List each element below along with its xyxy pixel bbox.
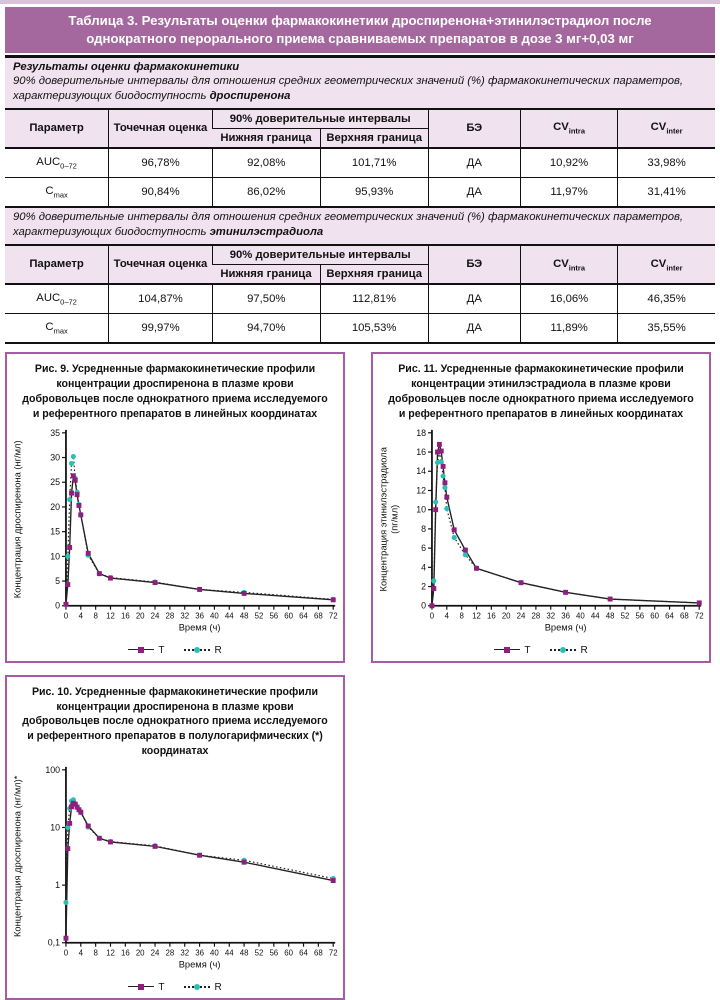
figure-panel-9 xyxy=(5,352,345,662)
svg-text:64: 64 xyxy=(299,611,308,621)
col-header-be: БЭ xyxy=(428,109,520,148)
cv-inter-sub: inter xyxy=(666,262,683,272)
svg-text:68: 68 xyxy=(313,611,323,621)
svg-text:48: 48 xyxy=(239,948,249,958)
svg-text:10: 10 xyxy=(416,504,427,515)
r-circle-marker-icon xyxy=(194,647,200,653)
cell-param: $AUC_{0-72}$ xyxy=(5,284,109,314)
svg-text:24: 24 xyxy=(150,611,160,621)
svg-text:Концентрация дроспиренона (нг/: Концентрация дроспиренона (нг/мл) xyxy=(12,440,23,598)
cell-cv-intra: 16,06% xyxy=(520,284,617,314)
cell-be: ДА xyxy=(428,148,520,178)
svg-text:14: 14 xyxy=(416,465,427,476)
cell-point: 96,78% xyxy=(109,148,213,178)
svg-text:44: 44 xyxy=(590,611,600,621)
legend-item-t xyxy=(128,982,164,993)
svg-text:68: 68 xyxy=(679,611,689,621)
cell-cv-inter: 31,41% xyxy=(618,178,715,208)
svg-text:Концентрация этинилэстрадиола: Концентрация этинилэстрадиола xyxy=(378,446,389,592)
cell-point: 99,97% xyxy=(109,314,213,344)
legend-label-t: T xyxy=(524,644,531,656)
svg-text:0: 0 xyxy=(421,600,427,611)
svg-text:60: 60 xyxy=(650,611,660,621)
cell-lower: 92,08% xyxy=(212,148,320,178)
cell-lower: 97,50% xyxy=(212,284,320,314)
svg-text:32: 32 xyxy=(546,611,556,621)
svg-text:10: 10 xyxy=(50,551,61,562)
svg-text:8: 8 xyxy=(93,611,98,621)
r-circle-marker-icon xyxy=(194,984,200,990)
svg-text:24: 24 xyxy=(516,611,526,621)
r-circle-marker-icon xyxy=(560,647,566,653)
cell-lower: 86,02% xyxy=(212,178,320,208)
svg-text:16: 16 xyxy=(120,611,130,621)
svg-text:18: 18 xyxy=(416,427,427,438)
svg-text:72: 72 xyxy=(328,948,338,958)
pk-table-ethinylestradiol xyxy=(5,244,715,345)
svg-text:40: 40 xyxy=(210,611,219,621)
col-header-ci-lower: Нижняя граница xyxy=(212,264,320,284)
section-2-note-drug: этинилэстрадиола xyxy=(209,226,324,239)
svg-text:25: 25 xyxy=(50,476,61,487)
section-1-note-text: 90% доверительные интервалы для отношения средних геометрических значений (%) фармакокинетических параметров, характеризующих биодоступность xyxy=(13,75,684,102)
cell-cv-inter: 35,55% xyxy=(618,314,715,344)
col-header-cv-inter xyxy=(618,109,715,148)
legend-label-t: T xyxy=(158,644,165,656)
svg-text:64: 64 xyxy=(299,948,308,958)
figure-9-legend xyxy=(9,645,341,659)
cell-param: $C_{max}$ xyxy=(5,314,109,344)
svg-text:5: 5 xyxy=(55,575,61,586)
cell-cv-inter: 33,98% xyxy=(618,148,715,178)
svg-text:0: 0 xyxy=(429,611,435,621)
cell-lower: 94,70% xyxy=(212,314,320,344)
svg-text:44: 44 xyxy=(224,611,234,621)
cv-intra-sub: intra xyxy=(568,126,586,136)
col-header-cv-intra xyxy=(520,109,617,148)
svg-text:35: 35 xyxy=(50,427,61,438)
cell-upper: 105,53% xyxy=(320,314,428,344)
results-section-header xyxy=(5,55,715,108)
svg-text:4: 4 xyxy=(444,611,449,621)
t-square-marker-icon xyxy=(138,984,144,990)
svg-text:48: 48 xyxy=(605,611,615,621)
figure-10-chart xyxy=(9,760,343,986)
svg-text:20: 20 xyxy=(501,611,511,621)
figures-grid xyxy=(5,352,715,999)
figure-10-legend xyxy=(9,982,341,996)
svg-text:72: 72 xyxy=(694,611,704,621)
figure-panel-10 xyxy=(5,675,345,1000)
svg-text:44: 44 xyxy=(224,948,234,958)
cv-base: CV xyxy=(553,121,569,134)
svg-text:4: 4 xyxy=(421,562,427,573)
col-header-cv-inter xyxy=(618,245,715,284)
figure-9-chart xyxy=(9,423,343,649)
cv-base: CV xyxy=(553,257,569,270)
cell-cv-intra: 10,92% xyxy=(520,148,617,178)
figure-11-title: Рис. 11. Усредненные фармакокинетические профили концентрации этинилэстрадиола в плазме крови добровольцев после однократного приема исследуемого и референтного препаратов в линейных координатах xyxy=(388,363,694,420)
table-row xyxy=(5,284,715,314)
figure-11-chart xyxy=(375,423,709,649)
section-2-header xyxy=(5,208,715,243)
r-line-sample-icon xyxy=(550,647,576,654)
col-header-point: Точечная оценка xyxy=(109,245,213,284)
svg-text:10: 10 xyxy=(50,822,61,833)
legend-item-r xyxy=(184,645,221,656)
svg-text:Время (ч): Время (ч) xyxy=(178,622,221,633)
svg-text:Время (ч): Время (ч) xyxy=(544,622,587,633)
svg-text:12: 12 xyxy=(106,948,115,958)
svg-text:0,1: 0,1 xyxy=(47,937,61,948)
cell-upper: 101,71% xyxy=(320,148,428,178)
section-1-note-drug: дроспиренона xyxy=(209,89,291,102)
cell-upper: 95,93% xyxy=(320,178,428,208)
svg-text:4: 4 xyxy=(78,948,83,958)
figure-panel-11 xyxy=(371,352,711,662)
svg-text:68: 68 xyxy=(313,948,323,958)
cell-cv-intra: 11,97% xyxy=(520,178,617,208)
svg-text:28: 28 xyxy=(165,948,175,958)
svg-text:48: 48 xyxy=(239,611,249,621)
table-row xyxy=(5,148,715,178)
svg-text:20: 20 xyxy=(135,948,145,958)
figure-10-title: Рис. 10. Усредненные фармакокинетические профили концентрации дроспиренона в плазме крови добровольцев после однократного приема исследуемого и референтного препаратов в полулогарифмических (*) координатах xyxy=(22,685,328,758)
svg-text:16: 16 xyxy=(486,611,496,621)
svg-text:24: 24 xyxy=(150,948,160,958)
cell-cv-inter: 46,35% xyxy=(618,284,715,314)
table-row xyxy=(5,314,715,344)
t-square-marker-icon xyxy=(504,647,510,653)
col-header-be: БЭ xyxy=(428,245,520,284)
svg-text:100: 100 xyxy=(45,764,61,775)
col-header-cv-intra xyxy=(520,245,617,284)
svg-text:1: 1 xyxy=(55,879,61,890)
figure-11-legend xyxy=(375,645,707,659)
svg-text:12: 12 xyxy=(106,611,115,621)
svg-text:16: 16 xyxy=(120,948,130,958)
legend-label-r: R xyxy=(214,981,222,993)
col-header-param: Параметр xyxy=(5,109,109,148)
svg-text:60: 60 xyxy=(284,611,294,621)
svg-text:64: 64 xyxy=(665,611,674,621)
svg-text:8: 8 xyxy=(459,611,464,621)
cell-point: 90,84% xyxy=(109,178,213,208)
col-header-ci-upper: Верхняя граница xyxy=(320,128,428,148)
legend-item-r xyxy=(550,645,587,656)
svg-text:16: 16 xyxy=(416,446,427,457)
page-top-border xyxy=(0,0,720,4)
cv-base: CV xyxy=(650,121,667,134)
legend-item-t xyxy=(128,645,164,656)
cell-be: ДА xyxy=(428,178,520,208)
table-row xyxy=(5,178,715,208)
svg-text:60: 60 xyxy=(284,948,294,958)
cv-base: CV xyxy=(650,257,667,270)
svg-text:40: 40 xyxy=(210,948,219,958)
section-2-note xyxy=(13,210,707,239)
svg-text:0: 0 xyxy=(63,611,69,621)
cv-inter-sub: inter xyxy=(666,126,683,136)
svg-text:36: 36 xyxy=(195,611,204,621)
legend-label-r: R xyxy=(580,644,588,656)
t-line-sample-icon xyxy=(494,647,520,654)
svg-text:56: 56 xyxy=(635,611,645,621)
col-header-ci-group: 90% доверительные интервалы xyxy=(212,109,428,129)
svg-text:15: 15 xyxy=(50,526,61,537)
t-line-sample-icon xyxy=(128,984,154,991)
col-header-ci-upper: Верхняя граница xyxy=(320,264,428,284)
svg-text:2: 2 xyxy=(421,581,427,592)
cell-point: 104,87% xyxy=(109,284,213,314)
svg-text:28: 28 xyxy=(531,611,541,621)
pk-table-drospirenone xyxy=(5,108,715,209)
t-line-sample-icon xyxy=(128,647,154,654)
svg-text:36: 36 xyxy=(561,611,570,621)
section-2-note-text: 90% доверительные интервалы для отношения средних геометрических значений (%) фармакокинетических параметров, характеризующих биодоступность xyxy=(13,211,684,239)
svg-text:56: 56 xyxy=(269,948,279,958)
table-title: Таблица 3. Результаты оценки фармакокинетики дроспиренона+этинилэстрадиол после однократного перорального приема сравниваемых препаратов в дозе 3 мг+0,03 мг xyxy=(5,7,715,53)
col-header-ci-lower: Нижняя граница xyxy=(212,128,320,148)
svg-text:6: 6 xyxy=(421,542,427,553)
svg-text:20: 20 xyxy=(135,611,145,621)
svg-text:12: 12 xyxy=(472,611,481,621)
svg-text:52: 52 xyxy=(254,611,264,621)
figure-9-title: Рис. 9. Усредненные фармакокинетические профили концентрации дроспиренона в плазме крови добровольцев после однократного приема исследуемого и референтного препаратов в линейных координатах xyxy=(22,363,328,420)
svg-text:56: 56 xyxy=(269,611,279,621)
svg-text:Концентрация дроспиренона (нг/: Концентрация дроспиренона (нг/мл)* xyxy=(12,775,23,937)
legend-label-t: T xyxy=(158,981,165,993)
svg-text:52: 52 xyxy=(254,948,264,958)
svg-text:36: 36 xyxy=(195,948,204,958)
cv-intra-sub: intra xyxy=(568,262,586,272)
t-square-marker-icon xyxy=(138,647,144,653)
svg-text:8: 8 xyxy=(421,523,427,534)
svg-text:8: 8 xyxy=(93,948,98,958)
col-header-ci-group: 90% доверительные интервалы xyxy=(212,245,428,265)
col-header-point: Точечная оценка xyxy=(109,109,213,148)
legend-item-r xyxy=(184,982,221,993)
section-1-note xyxy=(13,74,707,103)
svg-text:40: 40 xyxy=(576,611,585,621)
svg-text:20: 20 xyxy=(50,501,61,512)
svg-text:72: 72 xyxy=(328,611,338,621)
svg-text:Время (ч): Время (ч) xyxy=(178,959,221,970)
svg-text:32: 32 xyxy=(180,611,190,621)
cell-param: $AUC_{0-72}$ xyxy=(5,148,109,178)
svg-text:30: 30 xyxy=(50,452,61,463)
cell-be: ДА xyxy=(428,284,520,314)
svg-text:4: 4 xyxy=(78,611,83,621)
cell-upper: 112,81% xyxy=(320,284,428,314)
col-header-param: Параметр xyxy=(5,245,109,284)
r-line-sample-icon xyxy=(184,984,210,991)
cell-be: ДА xyxy=(428,314,520,344)
legend-label-r: R xyxy=(214,644,222,656)
cell-param: $C_{max}$ xyxy=(5,178,109,208)
svg-text:0: 0 xyxy=(55,600,61,611)
svg-text:12: 12 xyxy=(416,485,427,496)
legend-item-t xyxy=(494,645,530,656)
svg-text:0: 0 xyxy=(63,948,69,958)
svg-text:52: 52 xyxy=(620,611,630,621)
svg-text:32: 32 xyxy=(180,948,190,958)
svg-text:28: 28 xyxy=(165,611,175,621)
results-header-text: Результаты оценки фармакокинетики xyxy=(13,60,240,73)
r-line-sample-icon xyxy=(184,647,210,654)
svg-text:(пг/мл): (пг/мл) xyxy=(389,504,400,534)
cell-cv-intra: 11,89% xyxy=(520,314,617,344)
